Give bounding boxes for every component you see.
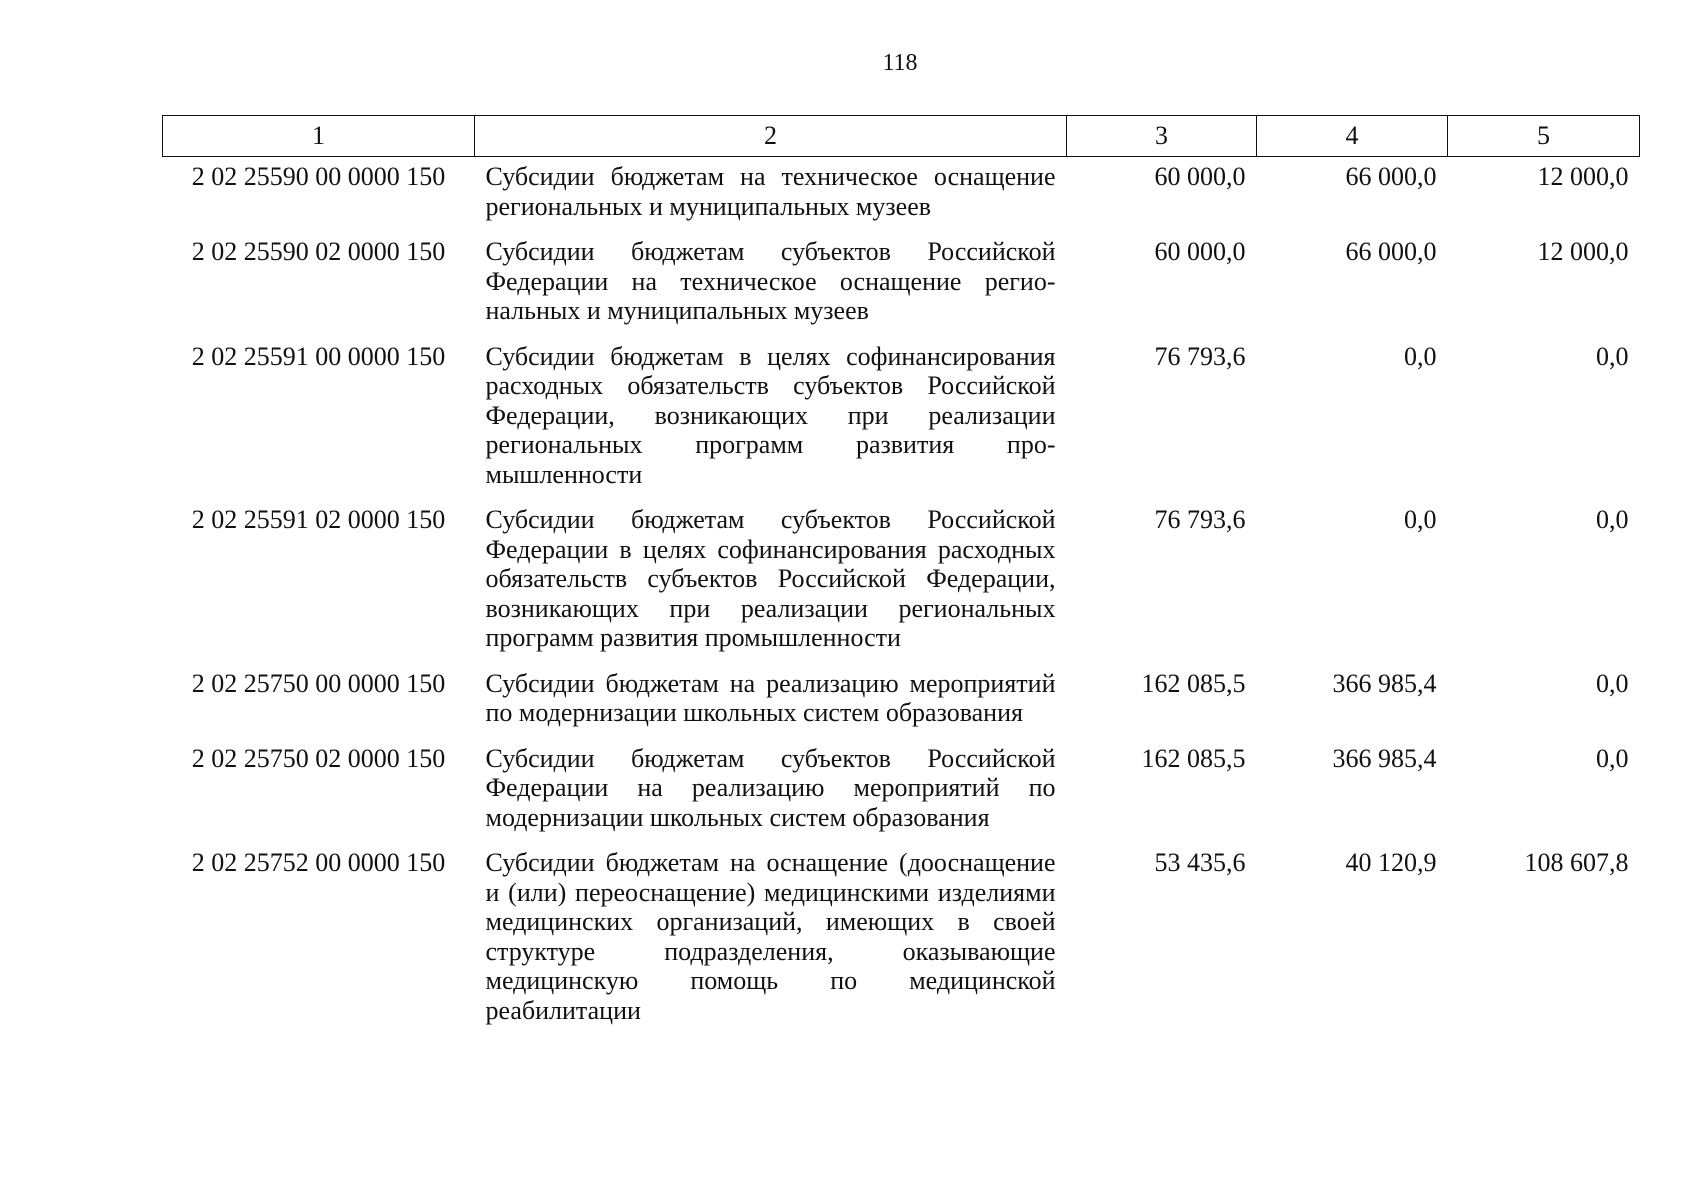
row-col4-value: 0,0 <box>1404 505 1437 534</box>
table-row <box>163 499 1640 663</box>
row-code: 2 02 25591 02 0000 150 <box>191 505 446 534</box>
row-col5-value: 0,0 <box>1596 743 1629 773</box>
row-code: 2 02 25750 02 0000 150 <box>191 743 446 773</box>
row-code: 2 02 25590 00 0000 150 <box>191 162 446 191</box>
header-col-3: 3 <box>1067 116 1257 157</box>
row-col3-value: 53 435,6 <box>1154 848 1246 877</box>
header-col-4: 4 <box>1257 116 1448 157</box>
row-col3-value: 60 000,0 <box>1154 237 1246 266</box>
row-description: Субсидии бюджетам на реализацию мероприятий по модернизации школьных систем образования <box>485 668 1056 727</box>
table-row <box>163 842 1640 1035</box>
row-description: Субсидии бюджетам на техническое оснащение региональных и муниципальных музеев <box>485 162 1056 221</box>
budget-table <box>162 115 1640 1035</box>
table-row <box>163 231 1640 336</box>
row-description: Субсидии бюджетам субъектов Российской Федерации в целях софинансирования расходных обязательств субъектов Российской Федерации, возникающих при реализации региональных программ развития промышленности <box>485 505 1056 652</box>
row-col5-value: 12 000,0 <box>1537 237 1629 266</box>
row-col4-value: 40 120,9 <box>1345 848 1437 877</box>
row-description: Субсидии бюджетам на оснащение (дооснащение и (или) переоснащение) медицинскими изделиями медицинских организаций, имеющих в своей структуре подразделения, оказывающие медицинскую помощь по медицинской реабилитации <box>485 848 1056 1025</box>
row-col5-value: 12 000,0 <box>1537 162 1629 191</box>
page-number: 118 <box>882 50 918 76</box>
table-row <box>163 738 1640 843</box>
row-col4-value: 66 000,0 <box>1345 162 1437 191</box>
row-col3-value: 76 793,6 <box>1154 341 1246 371</box>
row-col3-value: 60 000,0 <box>1154 162 1246 191</box>
row-description: Субсидии бюджетам субъектов Российской Федерации на техническое оснащение региональных и муниципальных музеев <box>485 237 1056 325</box>
row-col4-value: 0,0 <box>1404 341 1437 371</box>
table-row <box>163 157 1640 232</box>
row-col3-value: 162 085,5 <box>1141 668 1246 698</box>
header-row <box>163 116 1640 157</box>
row-col3-value: 162 085,5 <box>1141 743 1246 773</box>
row-col5-value: 0,0 <box>1596 668 1629 698</box>
row-col3-value: 76 793,6 <box>1154 505 1246 534</box>
row-col5-value: 0,0 <box>1596 505 1629 534</box>
header-col-5: 5 <box>1448 116 1640 157</box>
row-col5-value: 0,0 <box>1596 341 1629 371</box>
table-row <box>163 663 1640 738</box>
row-code: 2 02 25590 02 0000 150 <box>191 237 446 266</box>
row-code: 2 02 25591 00 0000 150 <box>191 341 446 371</box>
header-col-1: 1 <box>163 116 475 157</box>
row-col4-value: 366 985,4 <box>1332 668 1437 698</box>
row-description: Субсидии бюджетам субъектов Российской Федерации на реализацию мероприятий по модернизации школьных систем образования <box>485 743 1056 832</box>
row-code: 2 02 25752 00 0000 150 <box>191 848 446 877</box>
row-col5-value: 108 607,8 <box>1524 848 1629 877</box>
table-body <box>163 157 1640 1036</box>
row-description: Субсидии бюджетам в целях софинансирования расходных обязательств субъектов Российской Федерации, возникающих при реализации региональных программ развития промышленности <box>485 341 1056 489</box>
row-col4-value: 66 000,0 <box>1345 237 1437 266</box>
table-header <box>163 116 1640 157</box>
table-row <box>163 336 1640 500</box>
row-col4-value: 366 985,4 <box>1332 743 1437 773</box>
row-code: 2 02 25750 00 0000 150 <box>191 668 446 698</box>
header-col-2: 2 <box>475 116 1067 157</box>
